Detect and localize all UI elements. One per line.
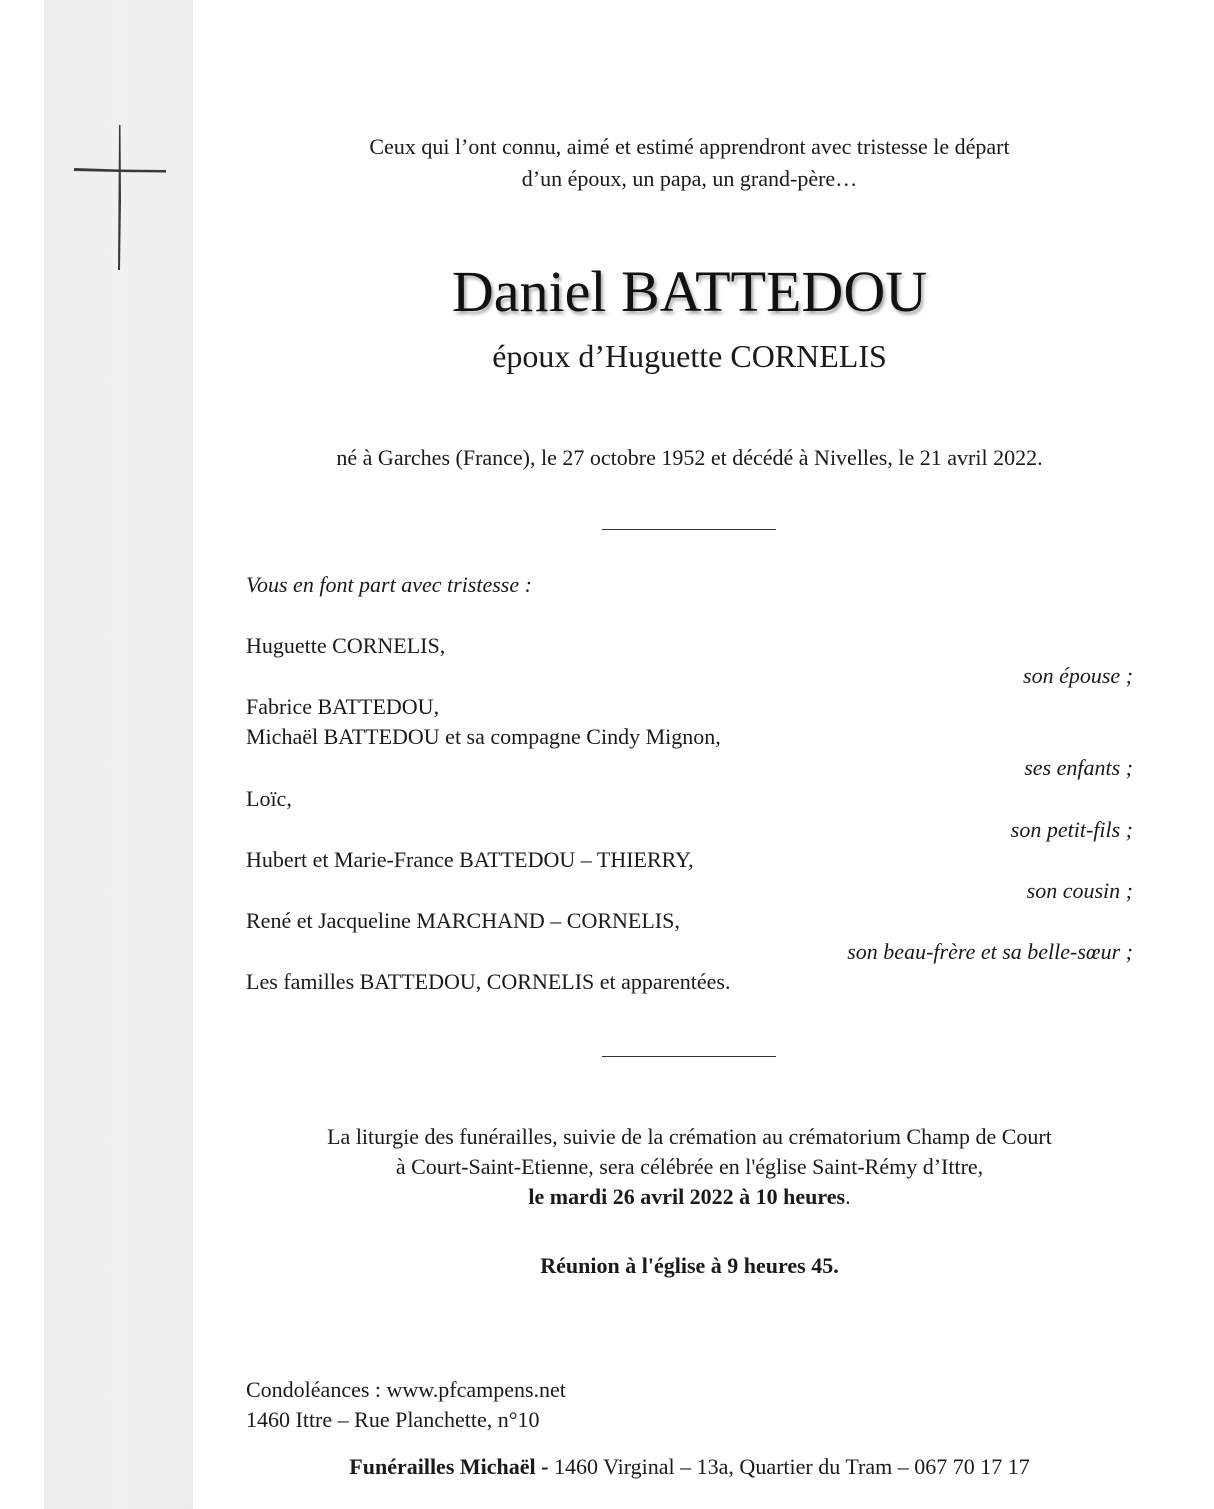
cross-icon bbox=[72, 122, 168, 272]
funeral-text bbox=[193, 1122, 1186, 1212]
funeral-line-2: à Court-Saint-Etienne, sera célébrée en l'église Saint-Rémy d’Ittre, bbox=[395, 1154, 984, 1179]
intro-text bbox=[193, 131, 1186, 195]
relation-label: son cousin ; bbox=[1026, 878, 1133, 903]
footer-company: Funérailles Michaël - bbox=[349, 1454, 549, 1479]
intro-line-1: Ceux qui l’ont connu, aimé et estimé apprendront avec tristesse le départ bbox=[369, 134, 1010, 159]
family-member: Hubert et Marie-France BATTEDOU – THIERRY, bbox=[246, 847, 694, 872]
intro-line-2: d’un époux, un papa, un grand-père… bbox=[521, 166, 858, 191]
family-member: Huguette CORNELIS, bbox=[246, 633, 446, 658]
family-member: Fabrice BATTEDOU, bbox=[246, 694, 440, 719]
footer bbox=[193, 1452, 1186, 1482]
condolences-address: 1460 Ittre – Rue Planchette, n°10 bbox=[246, 1407, 540, 1432]
family-heading: Vous en font part avec tristesse : bbox=[246, 572, 532, 597]
condolences-website: Condoléances : www.pfcampens.net bbox=[246, 1377, 566, 1402]
family-member: Loïc, bbox=[246, 786, 292, 811]
birth-death-line: né à Garches (France), le 27 octobre 1952 et décédé à Nivelles, le 21 avril 2022. bbox=[336, 445, 1043, 470]
family-member: René et Jacqueline MARCHAND – CORNELIS, bbox=[246, 908, 680, 933]
funeral-date-line bbox=[193, 1182, 1186, 1212]
divider-bottom bbox=[602, 1056, 776, 1057]
funeral-date-suffix: . bbox=[845, 1184, 851, 1209]
relation-label: son beau-frère et sa belle-sœur ; bbox=[847, 939, 1133, 964]
family-member: Les familles BATTEDOU, CORNELIS et apparentées. bbox=[246, 969, 731, 994]
reunion-text: Réunion à l'église à 9 heures 45. bbox=[540, 1253, 839, 1278]
relation-label: ses enfants ; bbox=[1024, 755, 1133, 780]
divider-top bbox=[602, 529, 776, 530]
relation-label: son épouse ; bbox=[1023, 663, 1133, 688]
funeral-line-1: La liturgie des funérailles, suivie de la crémation au crématorium Champ de Court bbox=[327, 1124, 1052, 1149]
deceased-name: Daniel BATTEDOU bbox=[451, 259, 928, 324]
footer-address: 1460 Virginal – 13a, Quartier du Tram – 067 70 17 17 bbox=[548, 1454, 1030, 1479]
funeral-date: le mardi 26 avril 2022 à 10 heures bbox=[528, 1184, 846, 1209]
spouse-line: époux d’Huguette CORNELIS bbox=[492, 338, 887, 374]
relation-label: son petit-fils ; bbox=[1010, 817, 1133, 842]
family-member: Michaël BATTEDOU et sa compagne Cindy Mignon, bbox=[246, 724, 721, 749]
